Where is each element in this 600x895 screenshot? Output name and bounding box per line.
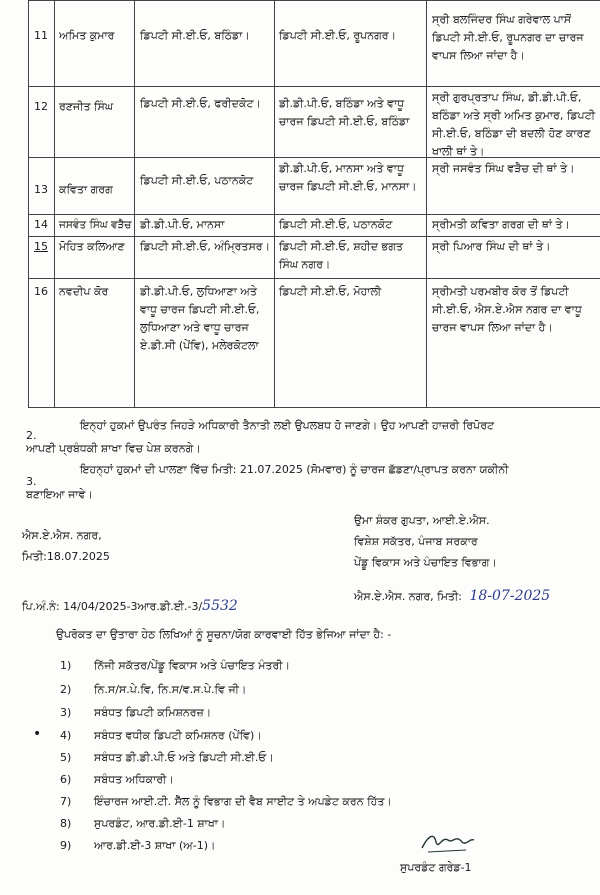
officer-name: ਨਵਦੀਪ ਕੋਰ xyxy=(59,285,109,298)
officer-name: ਜਸਵੰਤ ਸਿੰਘ ਵੜੈਚ xyxy=(59,219,132,231)
signatory-place-date xyxy=(354,588,550,605)
list-item-number: 7) xyxy=(60,795,72,808)
reference-prefix: ਪਿ.ਅੰ.ਨੰ: 14/04/2025-3ਆਰ.ਡੀ.ਈ.-3/ xyxy=(22,600,203,613)
row-number: 16 xyxy=(34,285,48,298)
issue-date: ਮਿਤੀ:18.07.2025 xyxy=(22,550,110,563)
current-post: ਡੀ.ਡੀ.ਪੀ.ਓ, ਲੁਧਿਆਣਾ ਅਤੇ ਵਾਧੂ ਚਾਰਜ ਡਿਪਟੀ ਸੀ.ਈ.ਓ, ਲੁਧਿਆਣਾ ਅਤੇ ਵਾਧੂ ਚਾਰਜ ਏ.ਡੀ.ਸੀ (ਪੇਂਵਿ), ਮਲੇਰਕੋਟਲਾ xyxy=(140,285,260,352)
current-post: ਡਿਪਟੀ ਸੀ.ਈ.ਓ, ਪਠਾਨਕੋਟ xyxy=(140,174,254,187)
endorsement-reference xyxy=(22,598,238,615)
new-post: ਡਿਪਟੀ ਸੀ.ਈ.ਓ, ਸ਼ਹੀਦ ਭਗਤ ਸਿੰਘ ਨਗਰ। xyxy=(279,240,403,271)
reference-number: 5532 xyxy=(202,598,238,614)
list-item-number: 5) xyxy=(60,751,72,764)
list-item-text: ਸੁਪਰਡੰਟ, ਆਰ.ਡੀ.ਈ-1 ਸ਼ਾਖਾ। xyxy=(94,817,226,830)
row-number: 12 xyxy=(34,100,48,113)
paragraph-2-line-2: ਆਪਣੀ ਪ੍ਰਬੰਧਕੀ ਸ਼ਾਖਾ ਵਿਚ ਪੇਸ਼ ਕਰਨਗੇ। xyxy=(26,442,201,455)
row-number: 11 xyxy=(34,29,48,42)
superintendent-label: ਸੁਪਰਡੰਟ ਗਰੇਡ-1 xyxy=(400,861,472,874)
current-post: ਡਿਪਟੀ ਸੀ.ਈ.ਓ, ਬਠਿੰਡਾ। xyxy=(140,29,250,42)
new-post: ਡੀ.ਡੀ.ਪੀ.ਓ, ਬਠਿੰਡਾ ਅਤੇ ਵਾਧੂ ਚਾਰਜ ਡਿਪਟੀ ਸੀ.ਈ.ਓ, ਬਠਿੰਡਾ xyxy=(279,97,410,128)
new-post: ਡਿਪਟੀ ਸੀ.ਈ.ਓ, ਪਠਾਨਕੋਟ xyxy=(279,218,393,231)
current-post: ਡੀ.ਡੀ.ਪੀ.ਓ, ਮਾਨਸਾ xyxy=(140,218,225,231)
signature-icon xyxy=(418,828,478,858)
officer-name: ਕਵਿਤਾ ਗਰਗ xyxy=(59,183,113,196)
paragraph-3-line-1: ਇਹਨ੍ਹਾਂ ਹੁਕਮਾਂ ਦੀ ਪਾਲਣਾ ਵਿੱਚ ਮਿਤੀ: 21.07.2025 (ਸੋਮਵਾਰ) ਨੂੰ ਚਾਰਜ ਛੱਡਣਾ/ਪ੍ਰਾਪਤ ਕਰਨਾ ਯਕੀਨੀ xyxy=(80,463,509,476)
remarks: ਸ੍ਰੀ ਬਲਜਿੰਦਰ ਸਿੰਘ ਗਰੇਵਾਲ ਪਾਸੋਂ ਡਿਪਟੀ ਸੀ.ਈ.ਓ, ਰੂਪਨਗਰ ਦਾ ਚਾਰਜ ਵਾਪਸ ਲਿਆ ਜਾਂਦਾ ਹੈ। xyxy=(432,13,584,62)
transfer-table xyxy=(28,0,600,408)
list-item-number: 4) xyxy=(60,729,72,742)
row-number: 13 xyxy=(34,183,48,196)
row-number: 15 xyxy=(34,240,48,253)
remarks: ਸ੍ਰੀਮਤੀ ਕਵਿਤਾ ਗਰਗ ਦੀ ਥਾਂ ਤੇ। xyxy=(432,218,570,231)
bullet-mark-icon: • xyxy=(33,726,42,742)
signatory-designation: ਵਿਸ਼ੇਸ਼ ਸਕੱਤਰ, ਪੰਜਾਬ ਸਰਕਾਰ xyxy=(354,535,478,548)
current-post: ਡਿਪਟੀ ਸੀ.ਈ.ਓ, ਅੰਮ੍ਰਿਤਸਰ। xyxy=(140,240,271,253)
new-post: ਡਿਪਟੀ ਸੀ.ਈ.ਓ, ਮੋਹਾਲੀ xyxy=(279,285,382,298)
list-item-number: 3) xyxy=(60,706,72,719)
new-post: ਡਿਪਟੀ ਸੀ.ਈ.ਓ, ਰੂਪਨਗਰ। xyxy=(279,29,397,42)
list-item-text: ਸਬੰਧਤ ਡਿਪਟੀ ਕਮਿਸ਼ਨਰਜ਼। xyxy=(94,706,212,719)
row-number: 14 xyxy=(34,218,48,231)
paragraph-2-line-1: ਇਨ੍ਹਾਂ ਹੁਕਮਾਂ ਉਪਰੰਤ ਜਿਹੜੇ ਅਧਿਕਾਰੀ ਤੈਨਾਤੀ ਲਈ ਉਪਲਬਧ ਹੋ ਜਾਣਗੇ। ਉਹ ਆਪਣੀ ਹਾਜ਼ਰੀ ਰਿਪੋਰਟ xyxy=(80,419,495,432)
list-item-text: ਇੰਚਾਰਜ ਆਈ.ਟੀ. ਸੈੱਲ ਨੂੰ ਵਿਭਾਗ ਦੀ ਵੈਬ ਸਾਈਟ ਤੇ ਅਪਡੇਟ ਕਰਨ ਹਿੱਤ। xyxy=(94,795,392,808)
officer-name: ਮੋਹਿਤ ਕਲਿਆਣ xyxy=(59,240,125,253)
officer-name: ਰਣਜੀਤ ਸਿੰਘ xyxy=(59,100,114,113)
paragraph-3-line-2: ਬਣਾਇਆ ਜਾਵੇ। xyxy=(26,488,93,501)
new-post: ਡੀ.ਡੀ.ਪੀ.ਓ, ਮਾਨਸਾ ਅਤੇ ਵਾਧੂ ਚਾਰਜ ਡਿਪਟੀ ਸੀ.ਈ.ਓ, ਮਾਨਸਾ। xyxy=(279,162,417,193)
list-item-number: 1) xyxy=(60,659,72,672)
current-post: ਡਿਪਟੀ ਸੀ.ਈ.ਓ, ਫਰੀਦਕੋਟ। xyxy=(140,97,261,110)
remarks: ਸ੍ਰੀਮਤੀ ਪਰਮਬੀਰ ਕੋਰ ਤੋਂ ਡਿਪਟੀ ਸੀ.ਈ.ਓ, ਐਸ.ਏ.ਐਸ ਨਗਰ ਦਾ ਵਾਧੂ ਚਾਰਜ ਵਾਪਸ ਲਿਆ ਜਾਂਦਾ ਹੈ। xyxy=(432,285,582,334)
paragraph-2-number: 2. xyxy=(26,429,37,442)
signatory-department: ਪੇਂਡੂ ਵਿਕਾਸ ਅਤੇ ਪੰਚਾਇਤ ਵਿਭਾਗ। xyxy=(354,556,497,569)
list-item-text: ਆਰ.ਡੀ.ਈ-3 ਸ਼ਾਖਾ (ਅ-1)। xyxy=(94,839,216,852)
list-item-text: ਸਬੰਧਤ ਅਧਿਕਾਰੀ। xyxy=(94,773,174,786)
list-item-number: 2) xyxy=(60,683,72,696)
list-item-number: 8) xyxy=(60,817,72,830)
officer-name: ਅਮਿਤ ਕੁਮਾਰ xyxy=(59,29,115,42)
list-item-text: ਸਬੰਧਤ ਵਧੀਕ ਡਿਪਟੀ ਕਮਿਸ਼ਨਰ (ਪੇਂਵਿ)। xyxy=(94,729,262,742)
list-item-text: ਸਬੰਧਤ ਡੀ.ਡੀ.ਪੀ.ਓ ਅਤੇ ਡਿਪਟੀ ਸੀ.ਈ.ਓ। xyxy=(94,751,274,764)
signatory-name: ਉਮਾ ਸ਼ੰਕਰ ਗੁਪਤਾ, ਆਈ.ਏ.ਐਸ. xyxy=(354,514,490,527)
issue-place: ਐਸ.ਏ.ਐਸ. ਨਗਰ, xyxy=(22,529,102,542)
list-item-number: 6) xyxy=(60,773,72,786)
remarks: ਸ੍ਰੀ ਪਿਆਰ ਸਿੰਘ ਦੀ ਥਾਂ ਤੇ। xyxy=(432,240,551,253)
handwritten-date: 18-07-2025 xyxy=(469,588,551,604)
list-item-text: ਨਿੱਜੀ ਸਕੱਤਰ/ਪੇਂਡੂ ਵਿਕਾਸ ਅਤੇ ਪੰਚਾਇਤ ਮੰਤਰੀ। xyxy=(94,659,291,672)
paragraph-3-number: 3. xyxy=(26,475,37,488)
list-item-text: ਨਿ.ਸ/ਸ.ਪੇ.ਵਿ, ਨਿ.ਸ/ਵ.ਸ.ਪੇ.ਵਿ ਜੀ। xyxy=(94,683,247,696)
list-item-number: 9) xyxy=(60,839,72,852)
remarks: ਸ੍ਰੀ ਜਸਵੰਤ ਸਿੰਘ ਵੜੈਚ ਦੀ ਥਾਂ ਤੇ। xyxy=(432,162,575,175)
remarks: ਸ੍ਰੀ ਗੁਰਪ੍ਰਤਾਪ ਸਿੰਘ, ਡੀ.ਡੀ.ਪੀ.ਓ, ਬਠਿੰਡਾ ਅਤੇ ਸ੍ਰੀ ਅਮਿਤ ਕੁਮਾਰ, ਡਿਪਟੀ ਸੀ.ਈ.ਓ, ਬਠਿੰਡਾ ਦੀ ਬਦਲੀ ਹੋਣ ਕਾਰਣ ਖਾਲੀ ਥਾਂ ਤੇ। xyxy=(432,91,595,158)
place-date-label: ਐਸ.ਏ.ਐਸ. ਨਗਰ, ਮਿਤੀ: xyxy=(354,590,462,603)
endorsement-intro: ਉਪਰੋਕਤ ਦਾ ਉਤਾਰਾ ਹੇਠ ਲਿਖਿਆਂ ਨੂੰ ਸੂਚਨਾ/ਯੋਗ ਕਾਰਵਾਈ ਹਿੱਤ ਭੇਜਿਆ ਜਾਂਦਾ ਹੈ: - xyxy=(56,628,392,641)
